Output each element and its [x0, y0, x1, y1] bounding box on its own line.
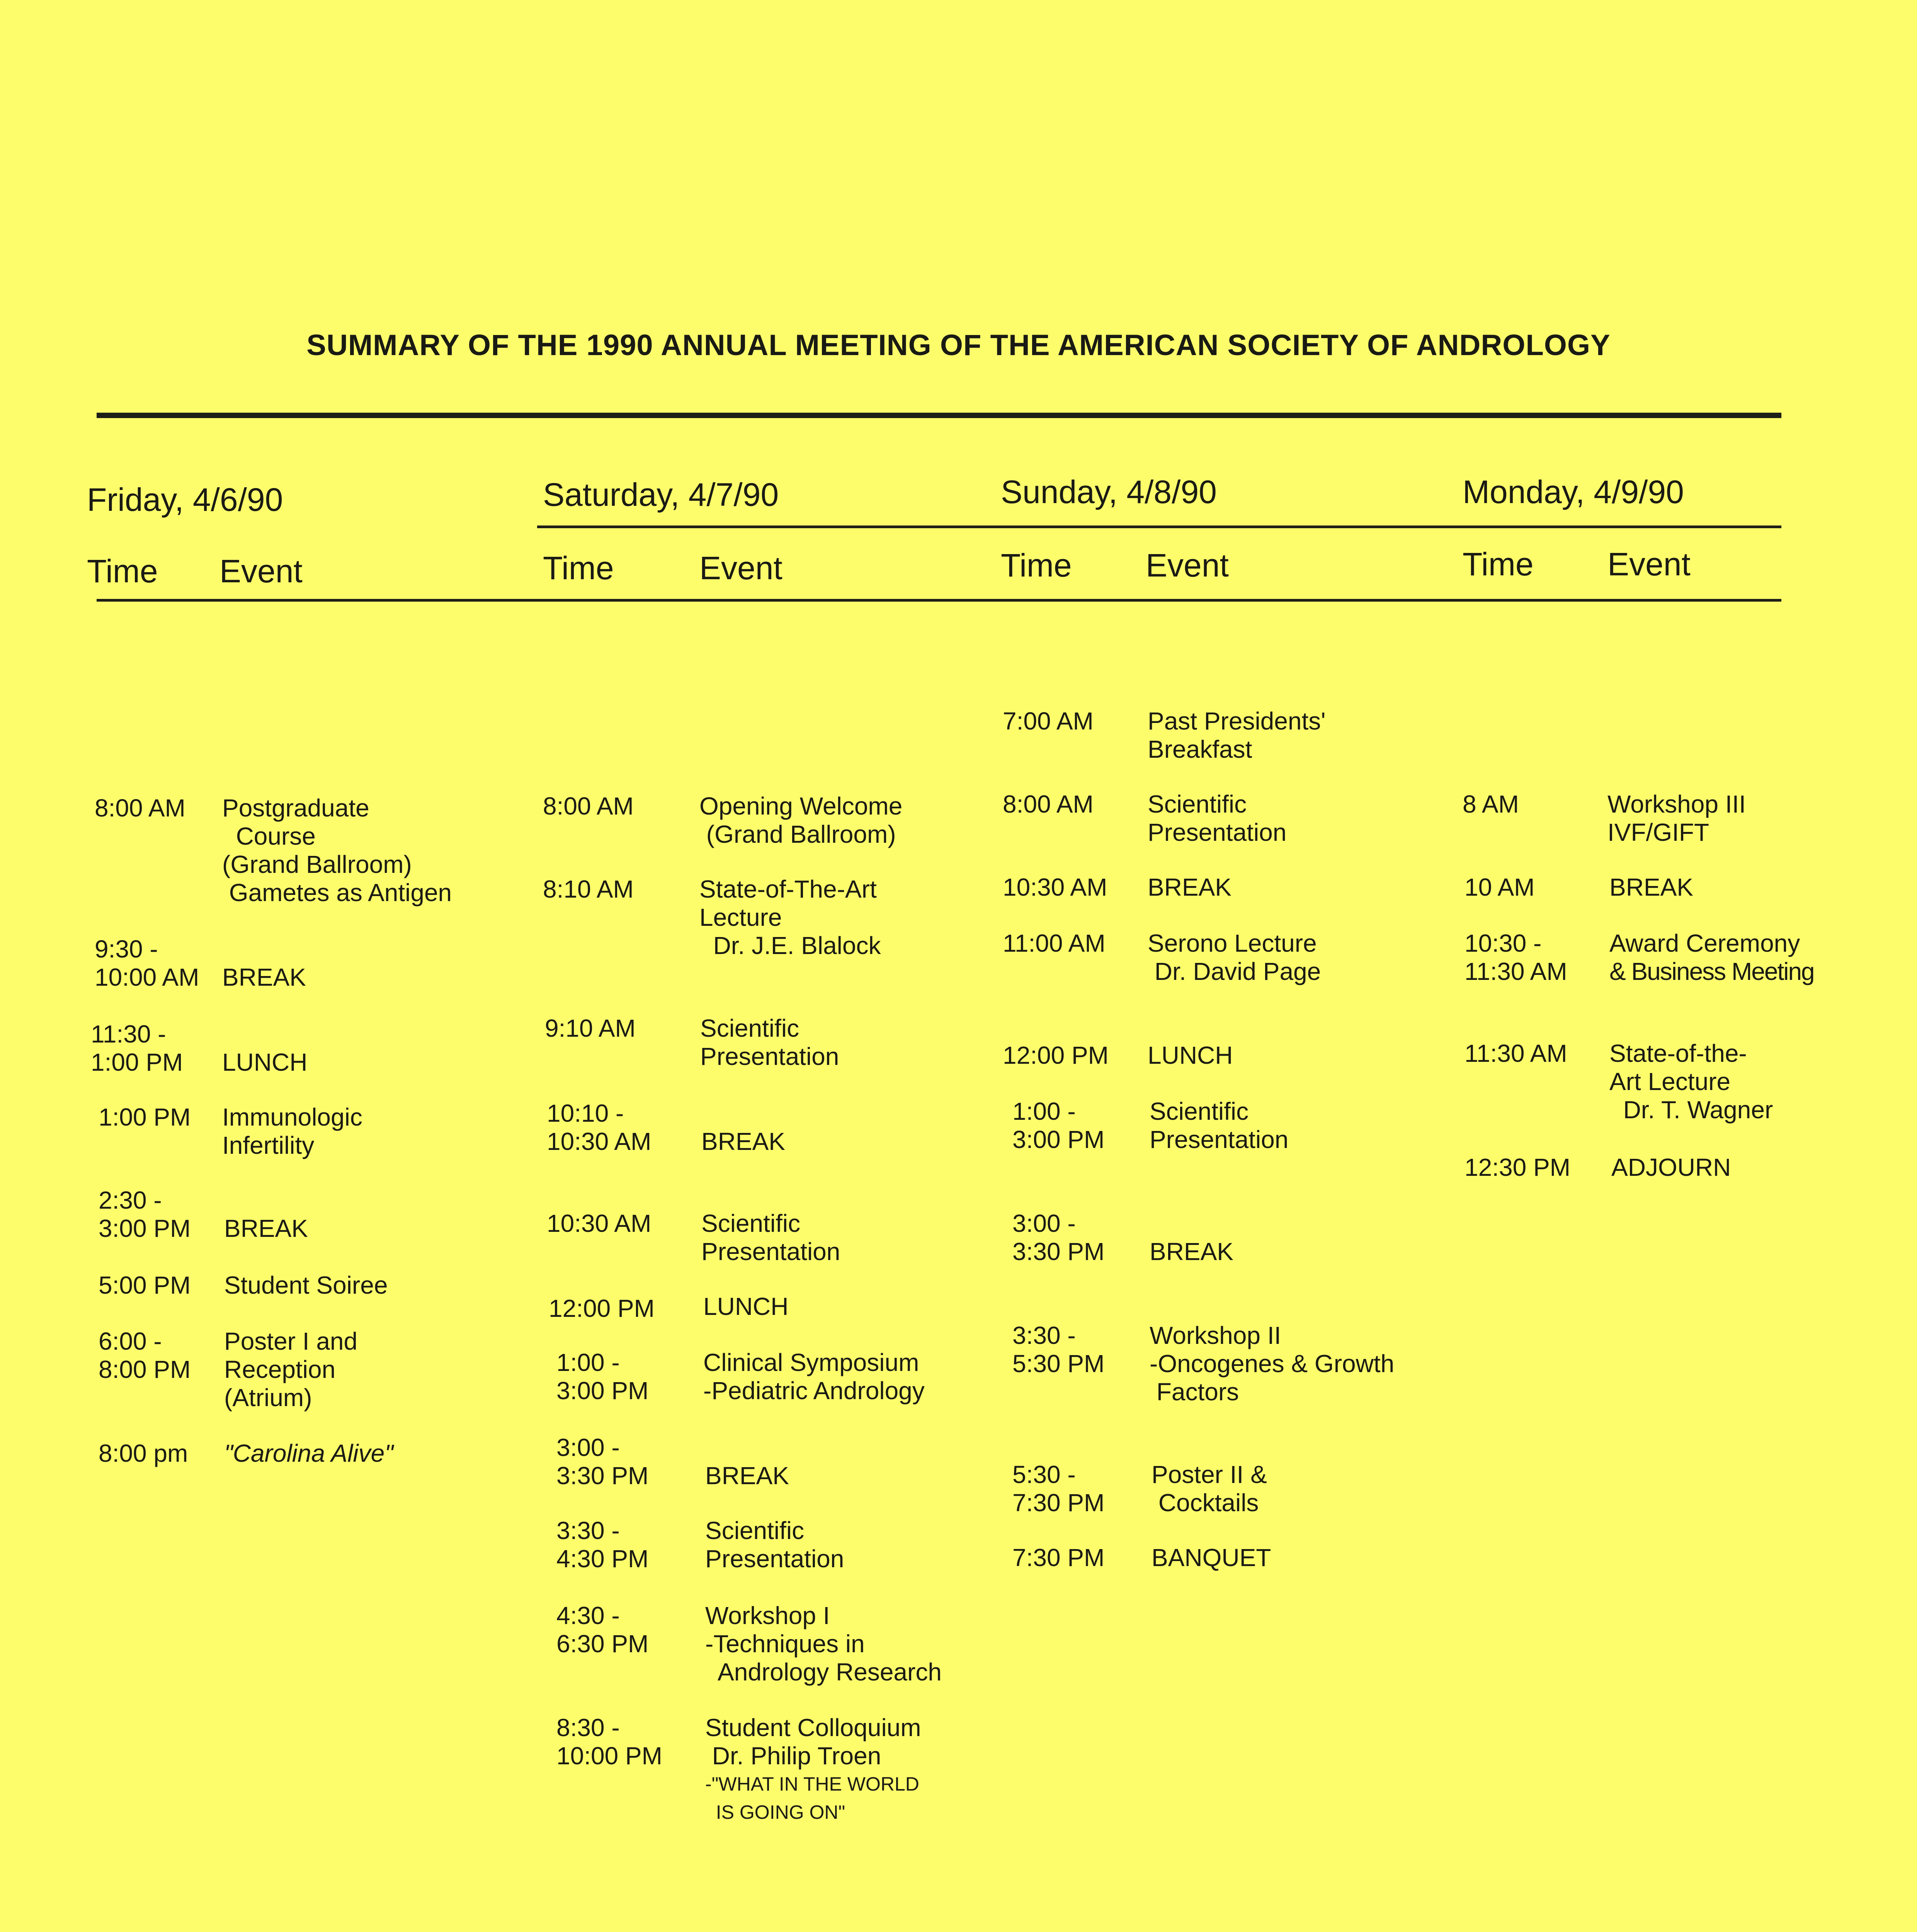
saturday-time: 10:10 - 10:30 AM: [547, 1099, 651, 1155]
monday-time: 12:30 PM: [1465, 1153, 1570, 1181]
day-header-friday: Friday, 4/6/90: [87, 481, 283, 518]
sunday-time: 3:00 - 3:30 PM: [1012, 1209, 1105, 1265]
monday-time: 10 AM: [1465, 873, 1535, 901]
saturday-time: 8:10 AM: [543, 875, 634, 903]
saturday-time: 1:00 - 3:00 PM: [556, 1349, 649, 1405]
sunday-event: Poster II & Cocktails: [1152, 1461, 1267, 1517]
col-event-monday: Event: [1607, 546, 1691, 582]
friday-event: Student Soiree: [224, 1271, 388, 1299]
saturday-event: Workshop I -Techniques in Andrology Research: [705, 1602, 942, 1686]
sunday-time: 3:30 - 5:30 PM: [1012, 1321, 1105, 1378]
friday-time: 6:00 - 8:00 PM: [99, 1327, 191, 1383]
sunday-time: 7:00 AM: [1003, 707, 1094, 735]
saturday-time: 10:30 AM: [547, 1209, 651, 1237]
saturday-event: Opening Welcome (Grand Ballroom): [699, 792, 903, 848]
friday-time: 8:00 AM: [95, 794, 185, 822]
header-rule-1: [537, 526, 1781, 528]
col-time-saturday: Time: [543, 550, 614, 586]
sunday-event: Scientific Presentation: [1148, 790, 1287, 846]
saturday-event: Clinical Symposium -Pediatric Andrology: [703, 1349, 925, 1405]
saturday-event: Scientific Presentation: [705, 1517, 844, 1573]
col-event-saturday: Event: [699, 550, 782, 586]
day-header-saturday: Saturday, 4/7/90: [543, 476, 779, 513]
col-time-friday: Time: [87, 553, 158, 589]
saturday-event: State-of-The-Art Lecture Dr. J.E. Blalock: [699, 875, 881, 959]
saturday-time: 3:00 - 3:30 PM: [556, 1434, 649, 1490]
monday-time: 11:30 AM: [1465, 1039, 1567, 1067]
friday-time: 11:30 - 1:00 PM: [91, 1020, 183, 1076]
sunday-event: LUNCH: [1148, 1041, 1233, 1069]
sunday-time: 12:00 PM: [1003, 1041, 1109, 1069]
friday-event: "Carolina Alive": [224, 1439, 393, 1467]
saturday-time: 8:00 AM: [543, 792, 634, 820]
monday-event: BREAK: [1609, 873, 1693, 901]
sunday-time: 7:30 PM: [1012, 1544, 1105, 1571]
friday-time: 9:30 - 10:00 AM: [95, 935, 199, 991]
header-rule-2: [97, 599, 1781, 602]
monday-event: Workshop III IVF/GIFT: [1607, 790, 1746, 846]
saturday-event: LUNCH: [703, 1293, 789, 1320]
saturday-event: Student Colloquium Dr. Philip Troen -"WHAT IN THE WORLD IS GOING ON": [705, 1714, 921, 1823]
top-rule: [97, 413, 1781, 418]
sunday-event: BREAK: [1148, 873, 1232, 901]
sunday-time: 1:00 - 3:00 PM: [1012, 1097, 1105, 1153]
col-event-friday: Event: [219, 553, 303, 589]
saturday-time: 9:10 AM: [545, 1014, 636, 1042]
monday-event: Award Ceremony & Business Meeting: [1609, 929, 1814, 985]
col-event-sunday: Event: [1146, 547, 1229, 583]
saturday-event: BREAK: [705, 1462, 789, 1490]
saturday-time: 3:30 - 4:30 PM: [556, 1517, 649, 1573]
day-header-sunday: Sunday, 4/8/90: [1001, 474, 1217, 510]
monday-time: 10:30 - 11:30 AM: [1465, 929, 1567, 985]
sunday-time: 5:30 - 7:30 PM: [1012, 1461, 1105, 1517]
sunday-time: 8:00 AM: [1003, 790, 1094, 818]
monday-event: ADJOURN: [1611, 1153, 1731, 1181]
col-time-sunday: Time: [1001, 547, 1072, 583]
saturday-event: Scientific Presentation: [700, 1014, 839, 1070]
friday-time: 5:00 PM: [99, 1271, 191, 1299]
sunday-event: Scientific Presentation: [1150, 1097, 1289, 1153]
col-time-monday: Time: [1463, 546, 1534, 582]
friday-event: Immunologic Infertility: [222, 1103, 362, 1159]
saturday-event: Scientific Presentation: [701, 1209, 840, 1265]
sunday-event: Workshop II -Oncogenes & Growth Factors: [1150, 1321, 1395, 1406]
monday-event: State-of-the- Art Lecture Dr. T. Wagner: [1609, 1039, 1773, 1124]
friday-event: Postgraduate Course (Grand Ballroom) Gametes as Antigen: [222, 794, 452, 906]
friday-event: LUNCH: [222, 1048, 308, 1076]
sunday-event: BANQUET: [1152, 1544, 1271, 1571]
sunday-event: Serono Lecture Dr. David Page: [1148, 929, 1321, 985]
page-title: SUMMARY OF THE 1990 ANNUAL MEETING OF THE AMERICAN SOCIETY OF ANDROLOGY: [306, 329, 1611, 362]
saturday-event: BREAK: [701, 1128, 785, 1155]
sunday-time: 11:00 AM: [1003, 929, 1106, 957]
sunday-time: 10:30 AM: [1003, 873, 1107, 901]
friday-event: Poster I and Reception (Atrium): [224, 1327, 358, 1412]
sunday-event: BREAK: [1150, 1238, 1233, 1265]
friday-event: BREAK: [222, 963, 306, 991]
friday-time: 1:00 PM: [99, 1103, 191, 1131]
saturday-time: 12:00 PM: [549, 1294, 655, 1322]
saturday-time: 4:30 - 6:30 PM: [556, 1602, 649, 1658]
friday-time: 2:30 - 3:00 PM: [99, 1186, 191, 1242]
friday-event: BREAK: [224, 1214, 308, 1242]
sunday-event: Past Presidents' Breakfast: [1148, 707, 1326, 763]
friday-time: 8:00 pm: [99, 1439, 188, 1467]
saturday-time: 8:30 - 10:00 PM: [556, 1714, 662, 1770]
day-header-monday: Monday, 4/9/90: [1463, 474, 1684, 510]
monday-time: 8 AM: [1463, 790, 1519, 818]
